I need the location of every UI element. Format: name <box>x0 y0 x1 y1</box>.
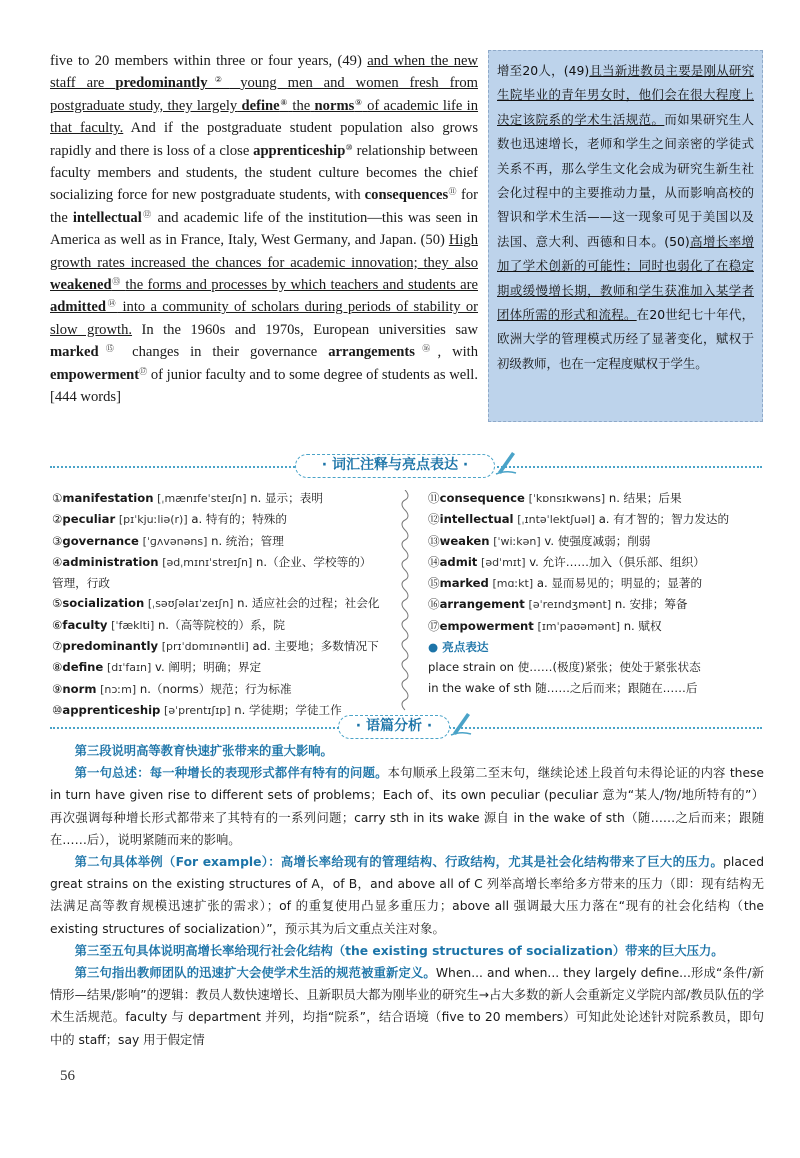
vocab-item: ⑰empowerment [ɪmˈpaʊəmənt] n. 赋权 <box>428 618 662 633</box>
spiral-divider <box>400 490 410 712</box>
highlight-item: place strain on 使……(极度)紧张；使处于紧张状态 <box>428 660 701 675</box>
vocab-item: ⑮marked [mɑːkt] a. 显而易见的；明显的；显著的 <box>428 576 703 591</box>
page-number: 56 <box>60 1068 75 1084</box>
pen-icon <box>494 446 518 476</box>
vocab-item: ①manifestation [ˌmænɪfeˈsteɪʃn] n. 显示；表明 <box>52 491 323 505</box>
vocab-item: ⑩apprenticeship [əˈprentɪʃɪp] n. 学徒期；学徒工作 <box>52 702 342 717</box>
analysis-section-header: · 语篇分析 · <box>338 715 450 739</box>
vocab-item: ⑯arrangement [əˈreɪndʒmənt] n. 安排；筹备 <box>428 597 688 612</box>
vocab-item: ⑬weaken [ˈwiːkən] v. 使强度减弱；削弱 <box>428 533 651 548</box>
vocab-section-header: · 词汇注释与亮点表达 · <box>295 454 495 478</box>
vocab-item: ⑫intellectual [ˌɪntəˈlektʃuəl] a. 有才智的；智力发达的 <box>428 512 730 527</box>
english-passage: five to 20 members within three or four years, (49) and when the new staff are predominantly② young men and women fresh from postgraduate study, they largely define⑧ the norms⑨ of academic life in that faculty. And if the postgraduate student population also grows rapidly and there is loss of a close apprenticeship⑩ relationship between faculty members and students, the student culture becomes the chief socializing force for new postgraduate students, with consequences⑪ for the intellectual⑫ and academic life of the institution—this was seen in America as well as in France, Italy, West Germany, and Japan. (50) High growth rates increased the chances for academic innovation; they also weakened⑬ the forms and processes by which teachers and students are admitted⑭ into a community of scholars during periods of stability or slow growth. In the 1960s and 1970s, European universities saw marked⑮ changes in their governance arrangements⑯, with empowerment⑰ of junior faculty and to some degree of students as well. [444 words] <box>50 53 479 406</box>
translation-box: 增至20人，(49)且当新进教员主要是刚从研究生院毕业的青年男女时，他们会在很大程度上决定该院系的学术生活规范。而如果研究生人数也迅速增长，老师和学生之间亲密的学徒式关系不再，那么学生文化会成为研究生新生社会化过程中的主要推动力量，从而影响高校的智识和学术生活——这一现象可见于美国以及法国、意大利、西德和日本。(50)高增长率增加了学术创新的可能性；同时也弱化了在稳定期或缓慢增长期，教师和学生获准加入某学者团体所需的形式和流程。在20世纪七十年代，欧洲大学的管理模式历经了显著变化，赋权于初级教师，也在一定程度赋权于学生。 <box>488 50 763 422</box>
vocab-item: ⑤socialization [ˌsəʊʃəlaɪˈzeɪʃn] n. 适应社会的过程；社会化 <box>52 596 380 611</box>
vocab-item: ⑨norm [nɔːm] n.（norms）规范；行为标准 <box>52 681 292 696</box>
highlight-title: ● 亮点表达 <box>428 640 489 655</box>
discourse-analysis: 第三段说明高等教育快速扩张带来的重大影响。 第一句总述：每一种增长的表现形式都伴有特有的问题。本句顺承上段第二至末句，继续论述上段首句未得论证的内容 these in turn have given rise to different sets of problems；Each of、its own peculiar (peculiar 意为“某人/物/地所特有的”）再次强调每种增长形式都带来了其特有的一系列问题；carry sth in its wake 源自 in the wake of sth（随……之后而来；跟随在……后），说明紧随而来的影响。 第二句具体举例（For example）：高增长率给现有的管理结构、行政结构，尤其是社会化结构带来了巨大的压力。placed great strains on the existing structures of A，of B，and above all of C 列举高增长率给多方带来的压力（即：现有结构无法满足高等教育规模迅速扩张的需求）；of 的重复使用凸显多重压力；above all 强调最大压力落在“现有的社会化结构（the existing structures of socialization）”，预示其为后文重点关注对象。 第三至五句具体说明高增长率给现行社会化结构（the existing structures of socialization）带来的巨大压力。 第三句指出教师团队的迅速扩大会使学术生活的规范被重新定义。When... and when... they largely define...形成“条件/新情形—结果/影响”的逻辑：教员人数快速增长、且新职员大都为刚毕业的研究生→占大多数的新人会重新定义学院内部/教员队伍的学术生活规范。faculty 与 department 并列，均指“院系”，结合语境（five to 20 members）可知此处论述针对院系教员，即句中的 staff；say 用于假定情 <box>50 744 764 1047</box>
vocab-list-right <box>428 488 768 698</box>
vocab-item: ③governance [ˈɡʌvənəns] n. 统治；管理 <box>52 533 284 548</box>
vocab-item: ⑧define [dɪˈfaɪn] v. 阐明；明确；界定 <box>52 660 262 675</box>
vocab-item-cont: 管理，行政 <box>52 576 110 591</box>
pen-icon <box>449 707 473 737</box>
vocab-item: ②peculiar [pɪˈkjuːliə(r)] a. 特有的；特殊的 <box>52 512 287 527</box>
vocab-item: ④administration [ədˌmɪnɪˈstreɪʃn] n.（企业、学校等的） <box>52 554 372 569</box>
vocab-item: ⑪consequence [ˈkɒnsɪkwəns] n. 结果；后果 <box>428 491 682 505</box>
vocab-item: ⑭admit [ədˈmɪt] v. 允许……加入（俱乐部、组织） <box>428 554 705 569</box>
highlight-item: in the wake of sth 随……之后而来；跟随在……后 <box>428 680 698 695</box>
vocab-list-left <box>52 488 402 721</box>
vocab-item: ⑦predominantly [prɪˈdɒmɪnəntli] ad. 主要地；多数情况下 <box>52 639 379 654</box>
vocab-item: ⑥faculty [ˈfæklti] n.（高等院校的）系，院 <box>52 617 285 632</box>
